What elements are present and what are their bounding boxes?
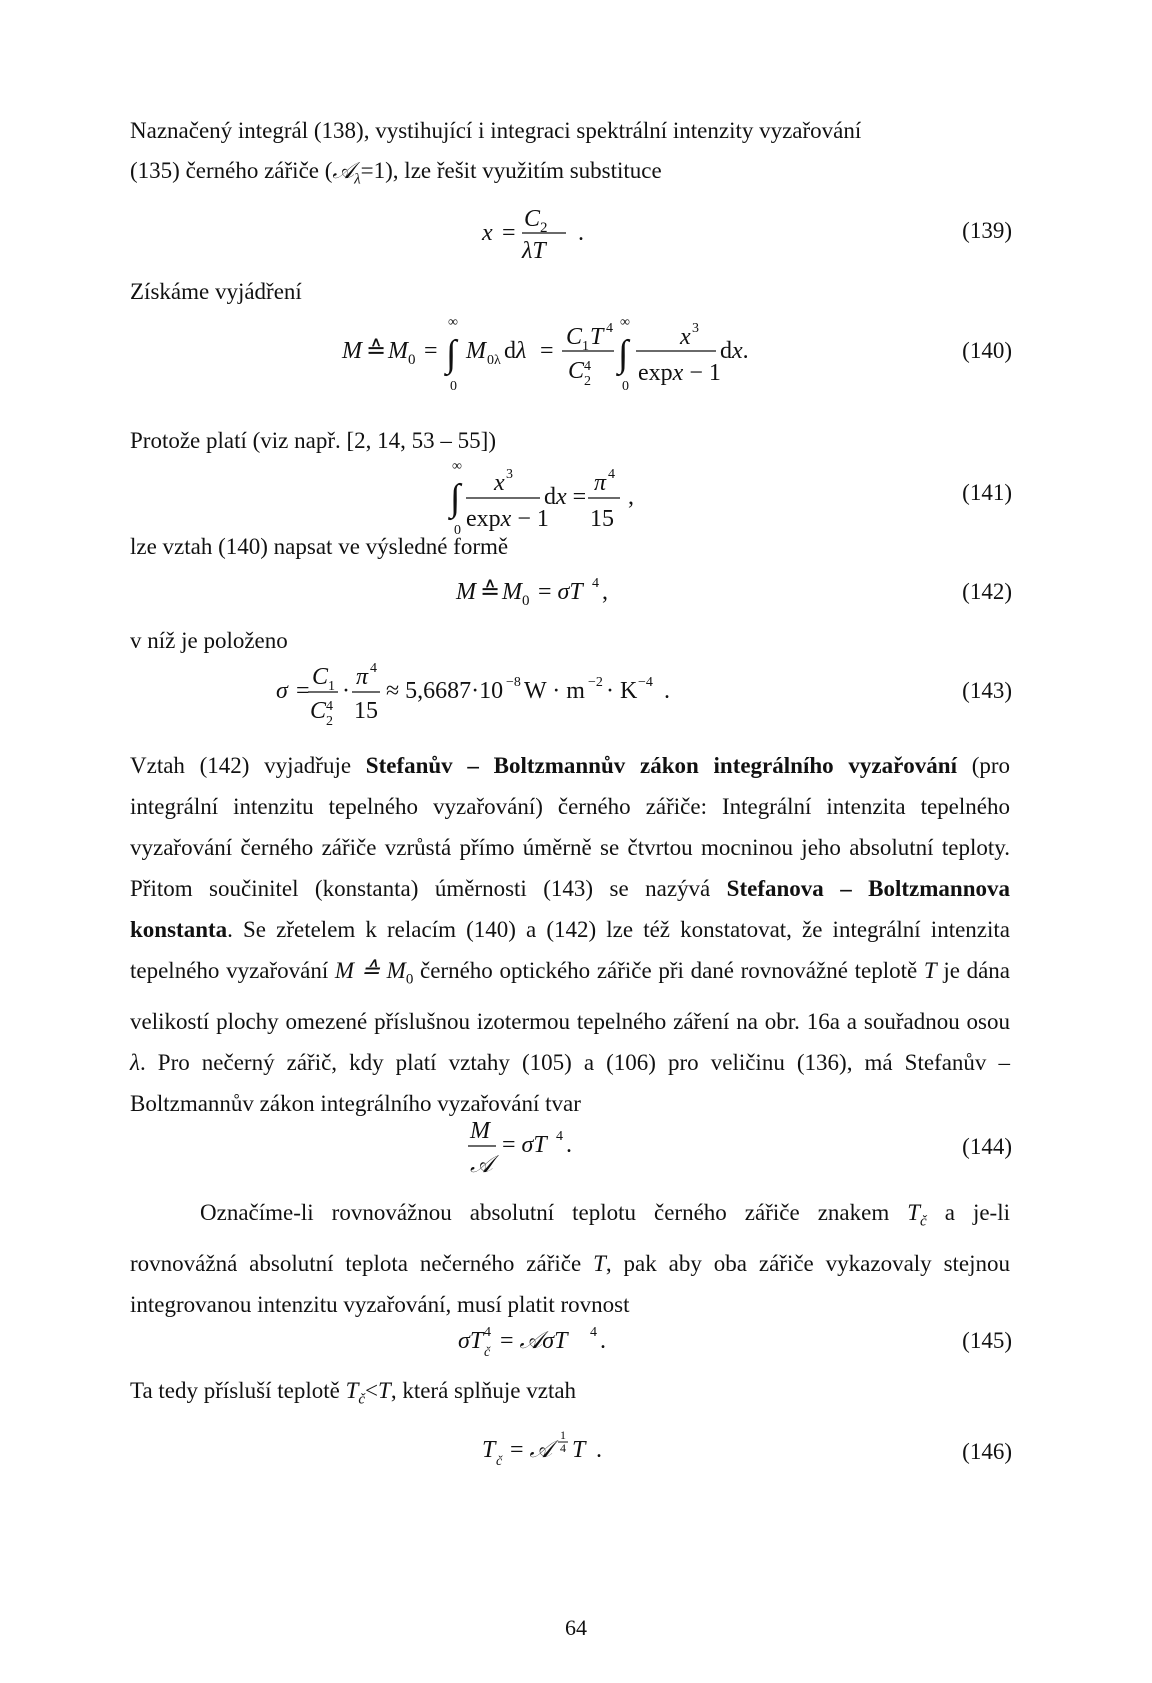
svg-text:=: = [296,678,310,704]
svg-text:dx.: dx. [720,338,749,364]
svg-text:0: 0 [454,523,461,538]
svg-text:15: 15 [354,698,378,724]
svg-text:= 𝒜σT: = 𝒜σT [500,1328,568,1354]
svg-text:π: π [356,664,369,690]
paragraph-equal-intensity: Označíme-li rovnovážnou absolutní teplotu černého zářiče znakem $T_č$ a je-li rovnovážná absolutní teplota nečerného zářiče T, pak aby oba zářiče vykazovaly stejnou integrovanou intenzitu vyzařování, musí platit rovnost [130,1200,1011,1317]
svg-text:,: , [628,484,634,510]
equation-139 [0,200,1152,270]
eq-number-142: (142) [962,579,1012,604]
svg-text:15: 15 [590,506,614,532]
svg-text:M: M [470,1118,490,1144]
svg-text:C: C [310,698,327,724]
svg-text:−2: −2 [588,675,603,690]
svg-text:T: T [482,1437,496,1463]
svg-text:C: C [568,358,585,384]
svg-text:0: 0 [622,379,629,394]
svg-text:.: . [664,678,670,704]
svg-text:π: π [594,470,607,496]
svg-text:4: 4 [370,661,377,676]
svg-text:4: 4 [592,576,599,591]
equation-144 [0,1110,1152,1180]
svg-text:0: 0 [450,379,457,394]
svg-text:4: 4 [326,699,333,714]
svg-text:C: C [524,206,541,232]
svg-text:dλ: dλ [504,338,527,364]
svg-text:dx =: dx = [544,484,587,510]
eq-number-145: (145) [962,1328,1012,1353]
svg-text:· K: · K [606,678,638,704]
svg-text:2: 2 [326,714,333,729]
svg-text:x: x [494,470,505,496]
svg-text:= σT: = σT [538,579,583,605]
svg-text:≙: ≙ [366,338,387,364]
svg-text:W · m: W · m [524,678,585,704]
svg-text:x: x [482,220,493,246]
svg-text:−8: −8 [506,675,521,690]
equation-143 [0,648,1152,729]
equation-142 [0,565,1152,635]
svg-text:3: 3 [692,321,699,336]
svg-text:.: . [600,1328,606,1354]
svg-text:2: 2 [584,374,591,389]
svg-text:3: 3 [506,467,513,482]
svg-text:M: M [502,579,522,605]
svg-text:0: 0 [522,593,530,609]
intro-line-1: Naznačený integrál (138), vystihující i integraci spektrální intenzity vyzařování [130,118,862,143]
svg-text:1: 1 [582,339,589,354]
svg-text:σ: σ [276,678,288,704]
paragraph-temperature: Ta tedy přísluší teplotě $T_č<T$, která splňuje vztah [130,1378,577,1408]
svg-text:∞: ∞ [452,459,462,474]
paragraph-stefan-boltzmann: Vztah (142) vyjadřuje Stefanův – Boltzmannův zákon integrálního vyzařování (pro integrální intenzitu tepelného vyzařování) černého zářiče: Integrální intenzita tepelného vyzařování černého zářiče vzrůstá přímo úměrně se čtvrtou mocninou jeho absolutní teploty. Přitom součinitel (konstanta) úměrnosti (143) se nazývá Stefanova – Boltzmannova konstanta. Se zřetelem k relacím (140) a (142) lze též konstatovat, že integrální intenzita tepelného vyzařování M ≙ $M_0$ černého optického zářiče při dané rovnovážné teplotě T je dána velikostí plochy omezené příslušnou izotermou tepelného záření na obr. 16a a souřadnou osou λ. Pro nečerný zářič, kdy platí vztahy (105) a (106) pro veličinu (136), má Stefanův – Boltzmannův zákon integrálního vyzařování tvar [130,753,1011,1116]
eq-number-146: (146) [962,1439,1012,1464]
svg-text:4: 4 [608,467,615,482]
eq-number-144: (144) [962,1134,1012,1159]
svg-text:M: M [342,338,362,364]
svg-text:.: . [596,1437,602,1463]
eq-number-139: (139) [962,218,1012,243]
svg-text:.: . [566,1132,572,1158]
equation-145 [0,1312,1152,1382]
svg-text:σT: σT [458,1328,484,1354]
svg-text:4: 4 [560,1441,566,1455]
svg-text:=: = [424,338,438,364]
svg-text:≙: ≙ [480,579,501,605]
svg-text:4: 4 [556,1129,563,1144]
svg-text:=: = [502,220,516,246]
svg-text:C: C [566,324,583,350]
svg-text:,: , [602,579,608,605]
eq-number-140: (140) [962,338,1012,363]
label-protoze: Protože platí (viz např. [2, 14, 53 – 55]) [130,428,496,453]
svg-text:∫: ∫ [450,477,461,519]
svg-text:0λ: 0λ [487,353,501,368]
svg-text:4: 4 [590,1325,597,1340]
equation-146 [0,1415,1152,1485]
svg-text:M: M [466,338,486,364]
svg-text:expx − 1: expx − 1 [466,506,549,532]
svg-text:.: . [578,220,584,246]
intro-line-2: (135) černého zářiče (𝒜$_\lambda$=1), lze řešit využitím substituce [130,158,662,188]
svg-text:T: T [590,324,604,350]
sigma-value: ≈ 5,6687·10 [386,678,504,704]
svg-text:1: 1 [328,679,335,694]
svg-text:λT: λT [522,238,546,264]
label-vniz: v níž je položeno [130,628,288,653]
eq-number-143: (143) [962,678,1012,703]
svg-text:M: M [456,579,476,605]
svg-text:∞: ∞ [448,315,458,330]
svg-text:č: č [484,1345,491,1360]
svg-text:·: · [342,678,350,704]
equation-140 [0,300,1152,394]
svg-text:x: x [680,324,691,350]
svg-text:= σT: = σT [502,1132,547,1158]
svg-text:∫: ∫ [446,333,457,375]
svg-text:č: č [496,1454,503,1469]
svg-text:1: 1 [560,1428,566,1442]
label-ziskame: Získáme vyjádření [130,279,302,304]
svg-text:𝒜: 𝒜 [470,1152,493,1178]
equation-141 [0,450,1152,538]
label-lze: lze vztah (140) napsat ve výsledné formě [130,534,509,559]
svg-text:T: T [572,1437,586,1463]
eq-number-141: (141) [962,480,1012,505]
svg-text:C: C [312,664,329,690]
svg-text:= 𝒜: = 𝒜 [510,1437,553,1463]
svg-text:M: M [388,338,408,364]
svg-text:−4: −4 [638,675,653,690]
svg-text:∫: ∫ [618,333,629,375]
svg-text:∞: ∞ [620,315,630,330]
svg-text:4: 4 [606,321,613,336]
svg-text:=: = [540,338,554,364]
svg-text:2: 2 [540,220,548,236]
svg-text:0: 0 [408,352,416,368]
svg-text:4: 4 [584,359,591,374]
svg-text:expx − 1: expx − 1 [638,360,721,386]
page-number: 64 [565,1615,587,1640]
svg-text:4: 4 [484,1325,491,1340]
